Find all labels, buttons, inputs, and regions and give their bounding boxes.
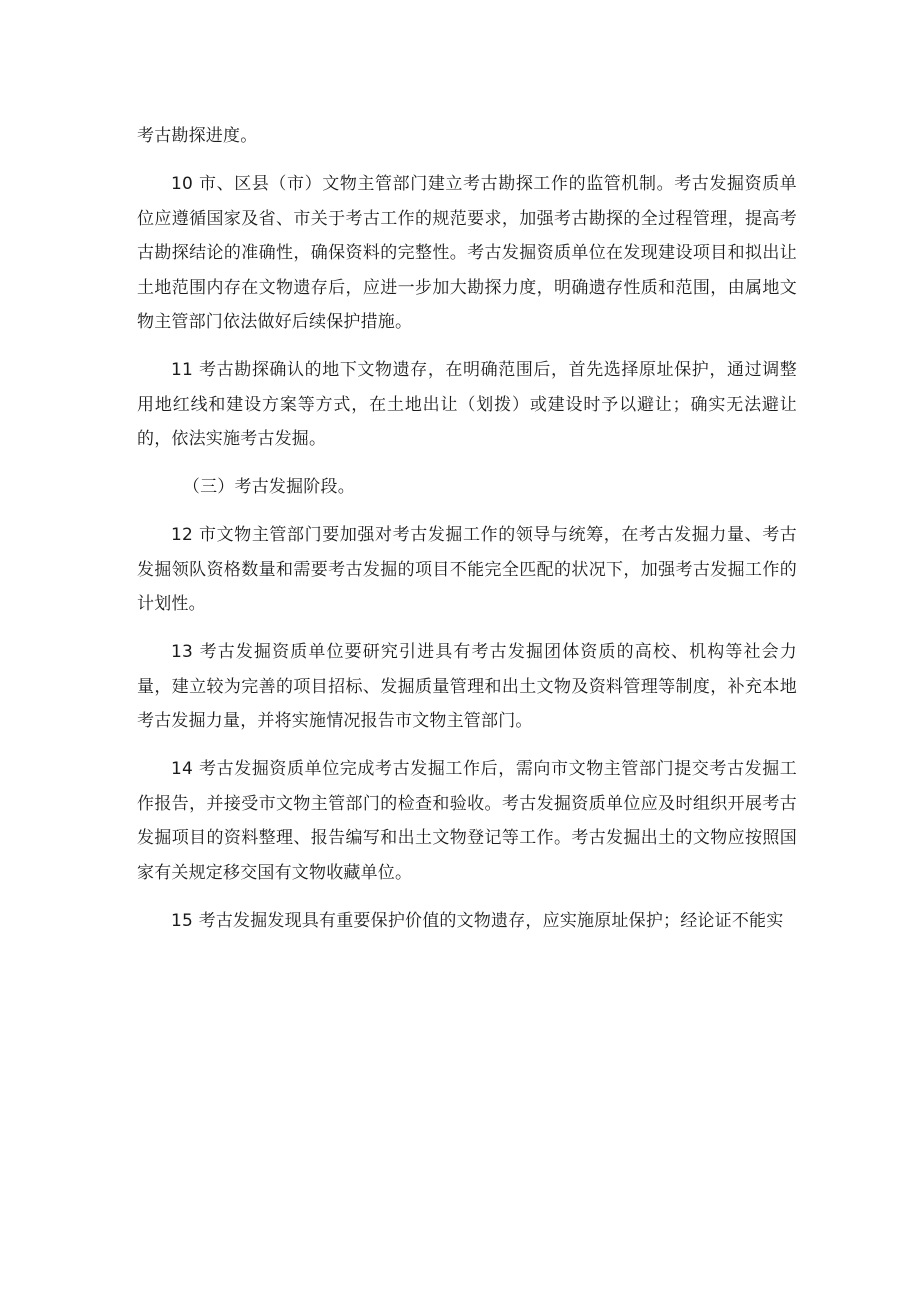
paragraph-13: 13 考古发掘资质单位要研究引进具有考古发掘团体资质的高校、机构等社会力量，建立较为完善的项目招标、发掘质量管理和出土文物及资料管理等制度，补充本地考古发掘力量，并将实施情况报告市文物主管部门。 — [137, 642, 797, 731]
paragraph-14: 14 考古发掘资质单位完成考古发掘工作后，需向市文物主管部门提交考古发掘工作报告，并接受市文物主管部门的检查和验收。考古发掘资质单位应及时组织开展考古发掘项目的资料整理、报告编写和出土文物登记等工作。考古发掘出土的文物应按照国家有关规定移交国有文物收藏单位。 — [137, 759, 797, 883]
paragraph-12: 12 市文物主管部门要加强对考古发掘工作的领导与统筹，在考古发掘力量、考古发掘领队资格数量和需要考古发掘的项目不能完全匹配的状况下，加强考古发掘工作的计划性。 — [137, 525, 797, 614]
paragraph-10: 10 市、区县（市）文物主管部门建立考古勘探工作的监管机制。考古发掘资质单位应遵循国家及省、市关于考古工作的规范要求，加强考古勘探的全过程管理，提高考古勘探结论的准确性，确保资料的完整性。考古发掘资质单位在发现建设项目和拟出让土地范围内存在文物遗存后，应进一步加大勘探力度，明确遗存性质和范围，由属地文物主管部门依法做好后续保护措施。 — [137, 174, 797, 332]
paragraph-15: 15 考古发掘发现具有重要保护价值的文物遗存，应实施原址保护；经论证不能实 — [171, 910, 784, 931]
document-body — [137, 119, 797, 952]
section-heading: （三）考古发掘阶段。 — [182, 477, 355, 497]
paragraph-11: 11 考古勘探确认的地下文物遗存，在明确范围后，首先选择原址保护，通过调整用地红线和建设方案等方式，在土地出让（划拨）或建设时予以避让；确实无法避让的，依法实施考古发掘。 — [137, 360, 797, 449]
paragraph-continuation: 考古勘探进度。 — [137, 126, 258, 146]
